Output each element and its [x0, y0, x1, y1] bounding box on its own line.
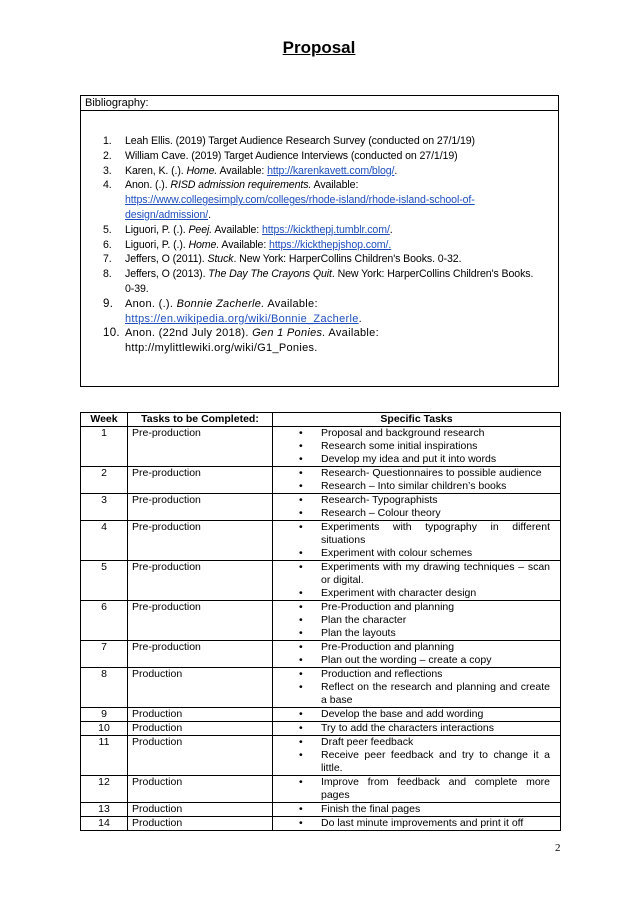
specific-task-list — [275, 776, 558, 802]
entry-number: 7. — [103, 253, 112, 266]
specific-tasks-cell — [273, 776, 561, 803]
week-column-header: Week — [81, 413, 128, 427]
list-item — [275, 776, 558, 802]
reference-text: Liguori, P. (.). — [125, 223, 189, 236]
week-cell: 6 — [81, 601, 128, 641]
table-row — [81, 467, 561, 494]
specific-tasks-cell — [273, 494, 561, 521]
reference-text: . New York: HarperCollins Children's Books. 0-32. — [233, 253, 462, 266]
week-cell: 5 — [81, 561, 128, 601]
specific-task-text: Experiments with typography in different situations — [321, 521, 550, 546]
week-cell: 10 — [81, 722, 128, 736]
task-cell: Pre-production — [128, 641, 273, 668]
list-item — [275, 453, 558, 466]
task-cell: Production — [128, 722, 273, 736]
bullet-icon: • — [299, 654, 303, 666]
bullet-icon: • — [299, 480, 303, 492]
task-cell: Pre-production — [128, 427, 273, 467]
specific-task-text: Production and reflections — [321, 668, 443, 680]
week-cell: 14 — [81, 817, 128, 831]
reference-title: Bonnie Zacherle. — [176, 297, 265, 310]
bullet-icon: • — [299, 708, 303, 720]
list-item — [275, 494, 558, 507]
bibliography-entry — [103, 267, 543, 297]
table-row — [81, 668, 561, 708]
specific-task-text: Receive peer feedback and try to change it a little. — [321, 749, 550, 774]
specific-tasks-cell — [273, 561, 561, 601]
specific-task-text: Research some initial inspirations — [321, 440, 478, 452]
schedule-header-row — [81, 413, 561, 427]
bullet-icon: • — [299, 467, 303, 479]
list-item — [275, 480, 558, 493]
table-row — [81, 736, 561, 776]
entry-number: 10. — [103, 327, 120, 340]
reference-title: Home. — [186, 164, 218, 177]
task-cell: Pre-production — [128, 601, 273, 641]
specific-task-text: Reflect on the research and planning and create a base — [321, 681, 550, 706]
list-item — [275, 614, 558, 627]
bibliography-entry — [103, 149, 543, 164]
page-number: 2 — [555, 842, 561, 854]
reference-text: Available: — [212, 223, 262, 236]
bullet-icon: • — [299, 614, 303, 626]
bibliography-list — [103, 134, 543, 356]
reference-title: Gen 1 Ponies. — [252, 327, 326, 340]
entry-number: 5. — [103, 223, 112, 236]
list-item — [275, 601, 558, 614]
entry-number: 6. — [103, 238, 112, 251]
table-row — [81, 817, 561, 831]
page-title: Proposal — [282, 38, 356, 57]
task-cell: Pre-production — [128, 494, 273, 521]
bullet-icon: • — [299, 722, 303, 734]
list-item — [275, 627, 558, 640]
reference-text: . — [358, 312, 362, 325]
week-cell: 8 — [81, 668, 128, 708]
specific-tasks-column-header: Specific Tasks — [273, 413, 561, 427]
reference-title: Peej. — [188, 223, 213, 236]
reference-text: . — [389, 223, 393, 236]
list-item — [275, 521, 558, 547]
specific-task-list — [275, 722, 558, 735]
specific-task-list — [275, 494, 558, 520]
list-item — [275, 507, 558, 520]
reference-text: . New York: HarperCollins Children's Books. 0-39. — [125, 268, 534, 295]
task-cell: Production — [128, 708, 273, 722]
bibliography-entry — [103, 134, 543, 149]
bullet-icon: • — [299, 507, 303, 519]
specific-task-text: Improve from feedback and complete more pages — [321, 776, 550, 801]
bullet-icon: • — [299, 736, 303, 748]
specific-task-text: Research- Questionnaires to possible audience — [321, 467, 542, 479]
specific-tasks-cell — [273, 736, 561, 776]
schedule-body — [81, 427, 561, 831]
week-cell: 9 — [81, 708, 128, 722]
bullet-icon: • — [299, 817, 303, 829]
task-cell: Production — [128, 803, 273, 817]
specific-tasks-cell — [273, 641, 561, 668]
specific-tasks-cell — [273, 803, 561, 817]
list-item — [275, 641, 558, 654]
bullet-icon: • — [299, 453, 303, 465]
specific-tasks-cell — [273, 722, 561, 736]
specific-tasks-cell — [273, 521, 561, 561]
reference-text: Available: http://mylittlewiki.org/wiki/G1_Ponies. — [125, 327, 379, 355]
table-row — [81, 601, 561, 641]
bibliography-entry — [103, 297, 543, 327]
task-cell: Pre-production — [128, 561, 273, 601]
bullet-icon: • — [299, 803, 303, 815]
list-item — [275, 736, 558, 749]
week-cell: 12 — [81, 776, 128, 803]
specific-task-list — [275, 803, 558, 816]
bibliography-entry — [103, 223, 543, 238]
reference-text: . — [208, 208, 211, 221]
reference-text: Anon. (.). — [125, 297, 177, 310]
list-item — [275, 722, 558, 735]
table-row — [81, 561, 561, 601]
list-item — [275, 654, 558, 667]
bullet-icon: • — [299, 668, 303, 680]
specific-task-text: Develop my idea and put it into words — [321, 453, 497, 465]
bullet-icon: • — [299, 587, 303, 599]
bullet-icon: • — [299, 641, 303, 653]
reference-text: Available: — [311, 179, 359, 192]
bibliography-entry — [103, 164, 543, 179]
specific-tasks-cell — [273, 668, 561, 708]
list-item — [275, 803, 558, 816]
bullet-icon: • — [299, 440, 303, 452]
entry-number: 1. — [103, 135, 112, 147]
task-cell: Pre-production — [128, 521, 273, 561]
entry-number: 8. — [103, 268, 112, 281]
specific-task-text: Experiment with colour schemes — [321, 547, 473, 559]
list-item — [275, 668, 558, 681]
specific-task-text: Finish the final pages — [321, 803, 421, 815]
reference-link[interactable]: https://en.wikipedia.org/wiki/Bonnie_Zacherle — [125, 312, 359, 325]
bullet-icon: • — [299, 547, 303, 559]
task-cell: Production — [128, 668, 273, 708]
specific-task-list — [275, 601, 558, 640]
reference-text: Jeffers, O (2011). — [125, 253, 208, 266]
specific-task-text: Research – Into similar children’s books — [321, 480, 507, 492]
schedule-table — [80, 412, 561, 831]
reference-title: RISD admission requirements. — [170, 179, 312, 192]
reference-text: Karen, K. (.). — [125, 164, 187, 177]
specific-task-text: Develop the base and add wording — [321, 708, 484, 720]
reference-text: Anon. (.). — [125, 179, 171, 192]
bullet-icon: • — [299, 601, 303, 613]
table-row — [81, 494, 561, 521]
bullet-icon: • — [299, 776, 303, 788]
specific-tasks-cell — [273, 601, 561, 641]
week-cell: 3 — [81, 494, 128, 521]
reference-link[interactable]: https://www.collegesimply.com/colleges/rhode-island/rhode-island-school-of-design/admission/ — [125, 194, 475, 221]
specific-task-text: Research- Typographists — [321, 494, 438, 506]
task-cell: Pre-production — [128, 467, 273, 494]
bibliography-entry — [103, 238, 543, 253]
bullet-icon: • — [299, 494, 303, 506]
table-row — [81, 708, 561, 722]
specific-task-text: Pre-Production and planning — [321, 641, 455, 653]
week-cell: 2 — [81, 467, 128, 494]
specific-task-list — [275, 668, 558, 707]
bibliography-entry — [103, 178, 543, 222]
entry-number: 3. — [103, 164, 112, 177]
bibliography-entry — [103, 252, 543, 267]
list-item — [275, 440, 558, 453]
list-item — [275, 561, 558, 587]
specific-task-list — [275, 817, 558, 830]
table-row — [81, 776, 561, 803]
specific-task-text: Draft peer feedback — [321, 736, 414, 748]
specific-task-list — [275, 708, 558, 721]
week-cell: 11 — [81, 736, 128, 776]
specific-task-list — [275, 641, 558, 667]
specific-task-text: Plan out the wording – create a copy — [321, 654, 492, 666]
specific-tasks-cell — [273, 708, 561, 722]
reference-title: The Day The Crayons Quit — [208, 268, 332, 281]
list-item — [275, 587, 558, 600]
reference-text: Available: — [264, 297, 318, 310]
tasks-column-header: Tasks to be Completed: — [128, 413, 273, 427]
list-item — [275, 708, 558, 721]
week-cell: 7 — [81, 641, 128, 668]
task-cell: Production — [128, 817, 273, 831]
specific-task-list — [275, 561, 558, 600]
specific-task-text: Try to add the characters interactions — [321, 722, 494, 734]
task-cell: Production — [128, 736, 273, 776]
bullet-icon: • — [299, 561, 303, 573]
specific-task-text: Plan the layouts — [321, 627, 396, 639]
week-cell: 13 — [81, 803, 128, 817]
table-row — [81, 427, 561, 467]
table-row — [81, 521, 561, 561]
table-row — [81, 803, 561, 817]
bibliography-entry — [103, 326, 543, 356]
reference-link[interactable]: https://kickthepj.tumblr.com/ — [261, 223, 390, 236]
specific-task-text: Experiments with my drawing techniques – scan or digital. — [321, 561, 550, 586]
bullet-icon: • — [299, 627, 303, 639]
table-row — [81, 641, 561, 668]
reference-text: Available: — [217, 164, 268, 177]
specific-task-text: Research – Colour theory — [321, 507, 441, 519]
task-cell: Production — [128, 776, 273, 803]
reference-text: William Cave. (2019) Target Audience Interviews (conducted on 27/1/19) — [125, 149, 458, 162]
reference-text: Liguori, P. (.). — [125, 238, 189, 251]
reference-text: Available: — [219, 238, 270, 251]
bibliography-box — [80, 95, 559, 387]
specific-tasks-cell — [273, 817, 561, 831]
specific-task-text: Plan the character — [321, 614, 407, 626]
week-cell: 4 — [81, 521, 128, 561]
table-row — [81, 722, 561, 736]
specific-task-text: Do last minute improvements and print it off — [321, 817, 524, 829]
reference-link[interactable]: http://karenkavett.com/blog/ — [267, 164, 395, 177]
reference-link[interactable]: https://kickthepjshop.com/. — [269, 238, 392, 251]
reference-text: . — [394, 164, 398, 177]
reference-title: Stuck — [207, 253, 234, 266]
specific-task-list — [275, 467, 558, 493]
bullet-icon: • — [299, 521, 303, 533]
specific-task-list — [275, 521, 558, 560]
reference-title: Home. — [188, 238, 220, 251]
list-item — [275, 817, 558, 830]
list-item — [275, 681, 558, 707]
bullet-icon: • — [299, 681, 303, 693]
reference-text: Anon. (22nd July 2018). — [125, 327, 253, 340]
entry-number: 2. — [103, 149, 112, 162]
reference-text: Leah Ellis. (2019) Target Audience Research Survey (conducted on 27/1/19) — [125, 135, 475, 147]
bullet-icon: • — [299, 427, 303, 439]
list-item — [275, 467, 558, 480]
entry-number: 4. — [103, 179, 112, 192]
specific-tasks-cell — [273, 427, 561, 467]
specific-task-text: Experiment with character design — [321, 587, 477, 599]
list-item — [275, 749, 558, 775]
list-item — [275, 427, 558, 440]
specific-task-text: Proposal and background research — [321, 427, 485, 439]
bullet-icon: • — [299, 749, 303, 761]
specific-task-list — [275, 736, 558, 775]
specific-tasks-cell — [273, 467, 561, 494]
list-item — [275, 547, 558, 560]
week-cell: 1 — [81, 427, 128, 467]
entry-number: 9. — [103, 297, 114, 310]
specific-task-text: Pre-Production and planning — [321, 601, 455, 613]
specific-task-list — [275, 427, 558, 466]
reference-text: Jeffers, O (2013). — [125, 268, 209, 281]
bibliography-header: Bibliography: — [81, 96, 558, 111]
